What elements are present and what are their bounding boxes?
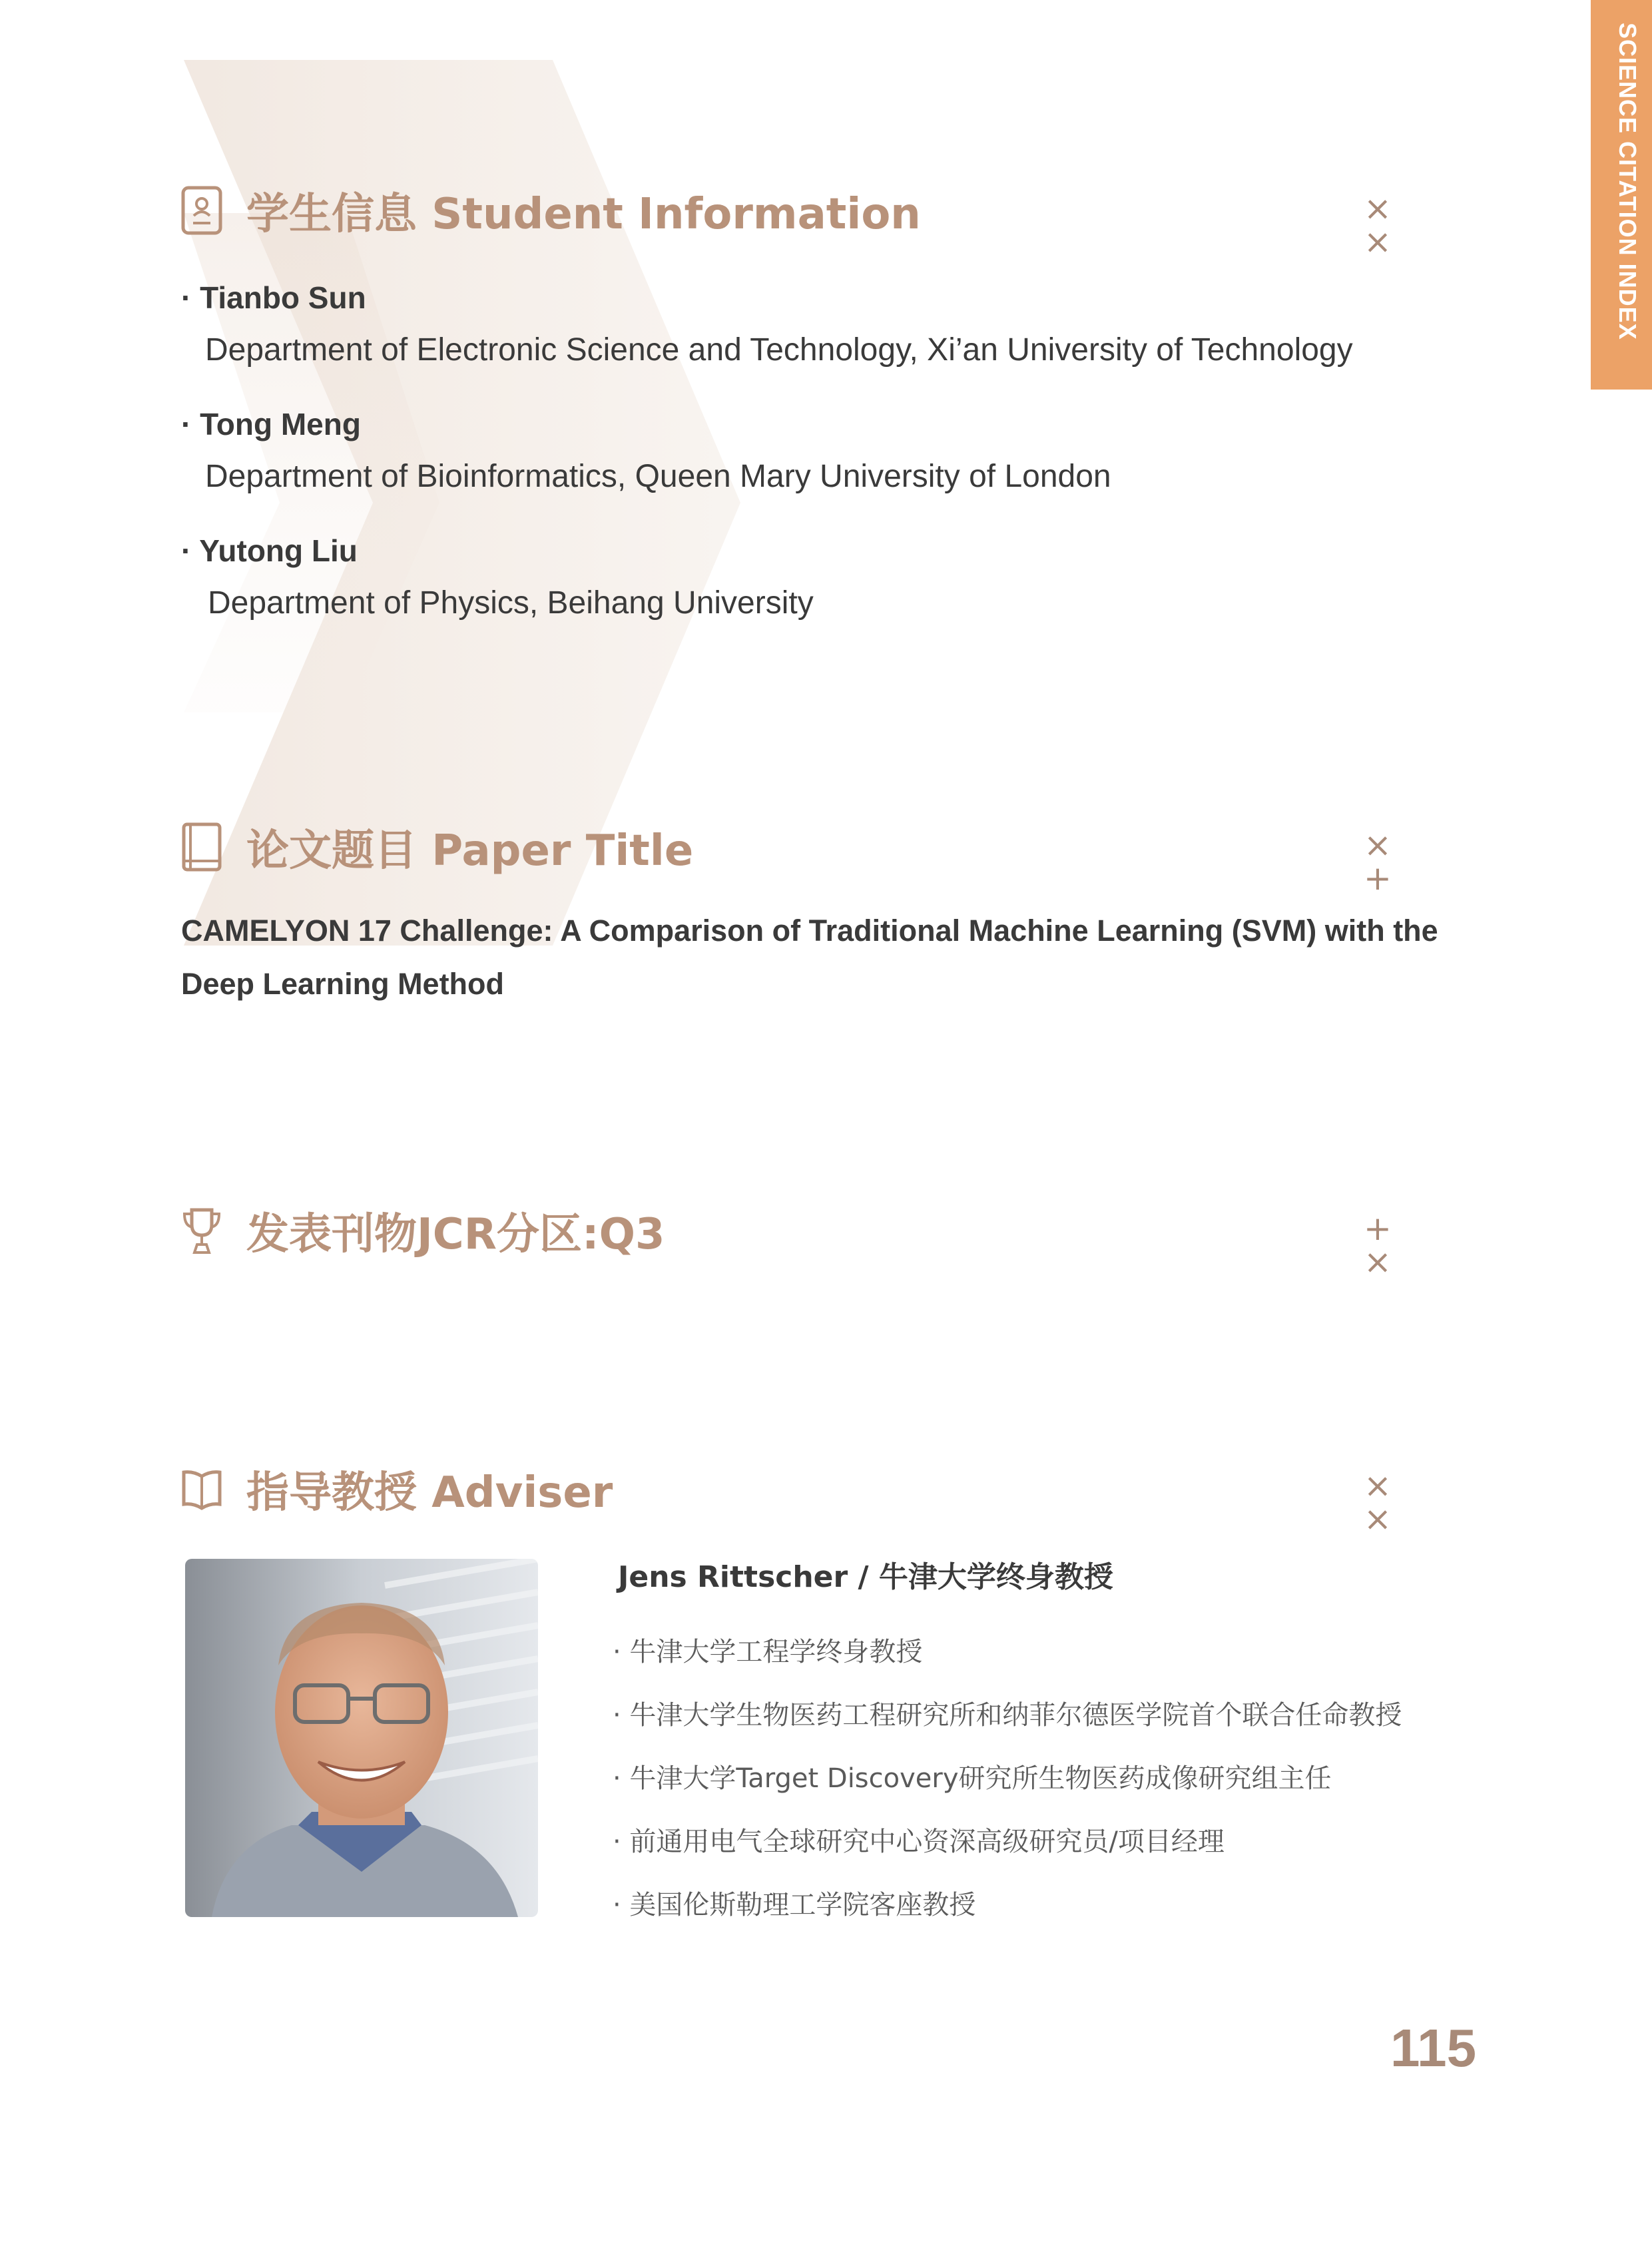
decor-marks-student: × × — [1364, 189, 1401, 261]
decor-marks-paper: × + — [1364, 826, 1401, 898]
list-item: · 美国伦斯勒理工学院客座教授 — [613, 1890, 976, 1920]
paper-title-text: CAMELYON 17 Challenge: A Comparison of Traditional Machine Learning (SVM) with the Deep Learning Method — [181, 914, 1438, 1001]
student-entry-2 — [181, 406, 1111, 495]
trophy-icon — [181, 1206, 222, 1255]
section-adviser-title: 指导教授 Adviser — [246, 1468, 613, 1518]
section-paper-title: 论文题目 Paper Title — [246, 826, 694, 876]
student-name: · Tong Meng — [181, 407, 361, 441]
student-entry-1 — [181, 280, 1353, 368]
section-paper-header — [181, 816, 693, 878]
open-book-icon — [181, 1464, 222, 1514]
page-number: 115 — [1390, 2018, 1477, 2078]
section-student-title: 学生信息 Student Information — [246, 190, 921, 239]
student-entry-3 — [181, 533, 814, 621]
list-item: · 牛津大学Target Discovery研究所生物医药成像研究组主任 — [613, 1763, 1332, 1794]
side-tab-label: SCIENCE CITATION INDEX — [1614, 23, 1641, 340]
adviser-photo — [185, 1559, 538, 1917]
side-tab — [1591, 0, 1652, 390]
list-item: · 前通用电气全球研究中心资深高级研究员/项目经理 — [613, 1826, 1225, 1857]
adviser-portrait — [185, 1559, 538, 1917]
section-journal-title: 发表刊物JCR分区:Q3 — [246, 1210, 665, 1259]
student-name: · Tianbo Sun — [181, 280, 366, 315]
section-journal-header — [181, 1200, 665, 1261]
section-student-header — [181, 180, 921, 241]
id-card-icon — [181, 186, 222, 235]
adviser-name: Jens Rittscher / 牛津大学终身教授 — [618, 1560, 1113, 1594]
list-item: · 牛津大学工程学终身教授 — [613, 1637, 923, 1667]
decor-marks-journal: + × — [1364, 1209, 1401, 1281]
section-adviser-header — [181, 1458, 613, 1520]
list-item: · 牛津大学生物医药工程研究所和纳菲尔德医学院首个联合任命教授 — [613, 1700, 1402, 1731]
decor-marks-adviser: × × — [1364, 1466, 1401, 1538]
student-department: Department of Physics, Beihang University — [208, 585, 814, 621]
student-department: Department of Bioinformatics, Queen Mary University of London — [205, 459, 1111, 494]
adviser-credentials — [613, 1629, 1402, 1945]
student-name: · Yutong Liu — [181, 533, 358, 568]
student-department: Department of Electronic Science and Technology, Xi’an University of Technology — [205, 332, 1353, 368]
notebook-icon — [181, 822, 222, 872]
